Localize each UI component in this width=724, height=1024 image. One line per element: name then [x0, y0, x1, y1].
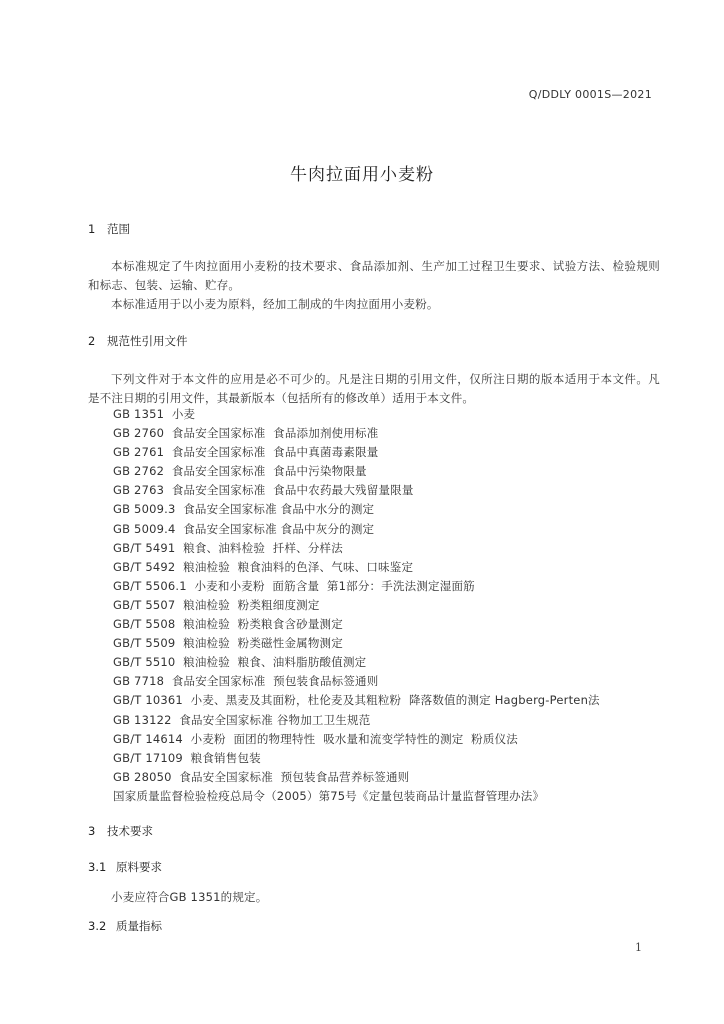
reference-item: GB 1351 小麦	[113, 407, 196, 421]
section-number: 3	[88, 824, 96, 838]
reference-item: GB/T 5510 粮油检验 粮食、油料脂肪酸值测定	[113, 655, 367, 670]
document-code: Q/DDLY 0001S—2021	[528, 88, 652, 101]
reference-item: GB 2763 食品安全国家标准 食品中农药最大残留量限量	[113, 483, 414, 498]
reference-item: GB/T 17109 粮食销售包装	[113, 750, 261, 765]
reference-item: GB 13122 食品安全国家标准 谷物加工卫生规范	[113, 712, 371, 727]
reference-item: 国家质量监督检验检疫总局令（2005）第75号《定量包装商品计量监督管理办法》	[113, 788, 545, 803]
subsection-number: 3.1	[88, 860, 107, 874]
reference-item: GB/T 5492 粮油检验 粮食油料的色泽、气味、口味鉴定	[113, 559, 414, 574]
raw-material-text: 小麦应符合GB 1351的规定。	[111, 890, 268, 904]
subsection-heading-quality-indicators	[88, 918, 162, 934]
reference-item: GB/T 5491 粮食、油料检验 扦样、分样法	[113, 540, 343, 555]
reference-item: GB 2760 食品安全国家标准 食品添加剂使用标准	[113, 426, 379, 441]
reference-item: GB/T 5509 粮油检验 粉类磁性金属物测定	[113, 636, 343, 651]
reference-list	[113, 405, 600, 806]
reference-item: GB/T 5506.1 小麦和小麦粉 面筋含量 第1部分：手洗法测定湿面筋	[113, 578, 475, 593]
reference-item: GB/T 5507 粮油检验 粉类粗细度测定	[113, 597, 320, 612]
reference-item: GB 2762 食品安全国家标准 食品中污染物限量	[113, 464, 367, 479]
document-title: 牛肉拉面用小麦粉	[290, 165, 434, 185]
section-title: 范围	[107, 222, 130, 236]
section-number: 1	[88, 222, 96, 236]
subsection-title: 质量指标	[116, 919, 162, 933]
reference-item: GB 5009.3 食品安全国家标准 食品中水分的测定	[113, 502, 375, 517]
reference-item: GB/T 10361 小麦、黑麦及其面粉，杜伦麦及其粗粒粉 降落数值的测定 Hagberg-Perten法	[113, 693, 600, 708]
reference-item: GB 7718 食品安全国家标准 预包装食品标签通则	[113, 674, 379, 689]
scope-paragraph-1: 本标准规定了牛肉拉面用小麦粉的技术要求、食品添加剂、生产加工过程卫生要求、试验方法、检验规则和标志、包装、运输、贮存。	[88, 259, 660, 292]
subsection-heading-raw-material	[88, 859, 162, 875]
reference-item: GB/T 5508 粮油检验 粉类粮食含砂量测定	[113, 617, 343, 632]
section-heading-references	[88, 333, 188, 349]
section-title: 技术要求	[107, 824, 153, 838]
reference-item: GB 28050 食品安全国家标准 预包装食品营养标签通则	[113, 769, 410, 784]
reference-item: GB 5009.4 食品安全国家标准 食品中灰分的测定	[113, 521, 375, 536]
subsection-title: 原料要求	[116, 860, 162, 874]
section-heading-scope	[88, 221, 130, 237]
subsection-number: 3.2	[88, 919, 107, 933]
page-number: 1	[635, 941, 642, 954]
section-number: 2	[88, 334, 96, 348]
section-heading-technical-requirements	[88, 823, 153, 839]
section-title: 规范性引用文件	[107, 334, 188, 348]
scope-paragraph-2: 本标准适用于以小麦为原料，经加工制成的牛肉拉面用小麦粉。	[111, 297, 439, 311]
reference-item: GB/T 14614 小麦粉 面团的物理特性 吸水量和流变学特性的测定 粉质仪法	[113, 731, 518, 746]
reference-item: GB 2761 食品安全国家标准 食品中真菌毒素限量	[113, 445, 379, 460]
references-intro: 下列文件对于本文件的应用是必不可少的。凡是注日期的引用文件，仅所注日期的版本适用于本文件。凡是不注日期的引用文件，其最新版本（包括所有的修改单）适用于本文件。	[88, 372, 660, 405]
